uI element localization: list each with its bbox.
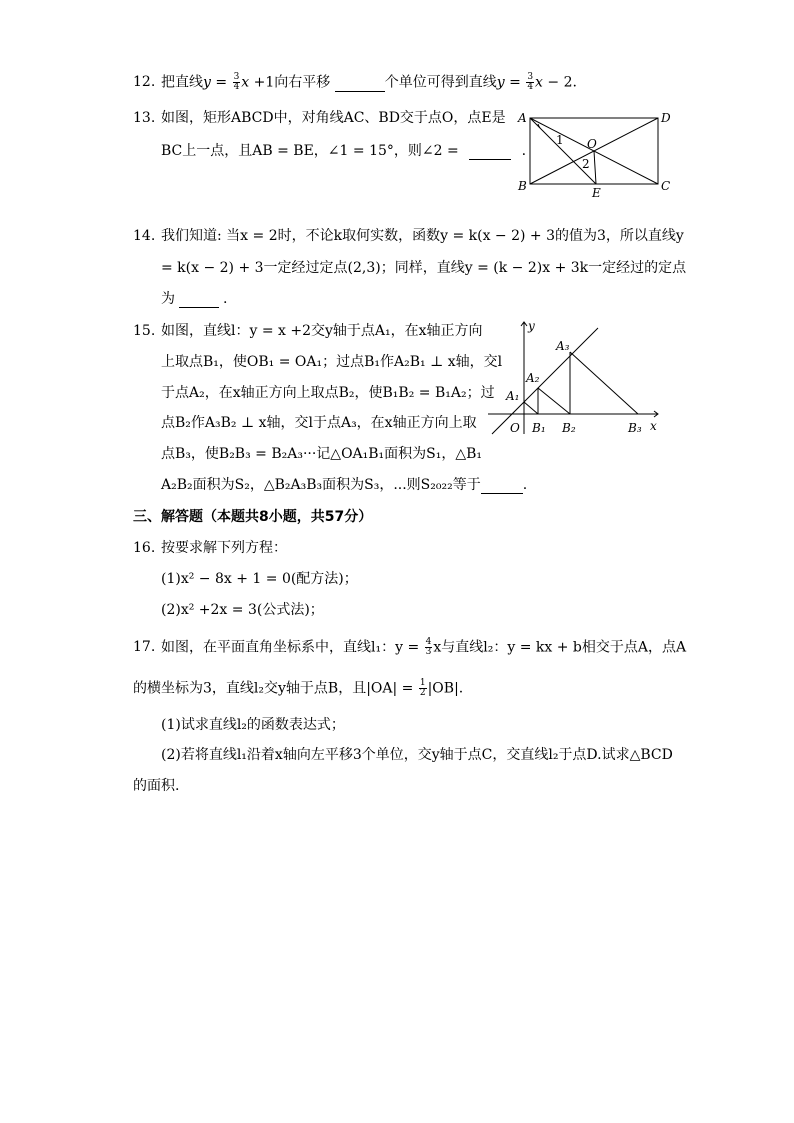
q16-part1: (1)x² − 8x + 1 = 0(配方法)； bbox=[161, 571, 358, 587]
q17-line1b: x与直线l₂：y = kx + b相交于点A，点A bbox=[433, 639, 687, 656]
q13-label-angle2: 2 bbox=[582, 157, 590, 171]
q12-text-d: . bbox=[572, 74, 577, 91]
q13-label-o: O bbox=[587, 137, 597, 151]
section-3-title: 三、解答题（本题共8小题，共57分） bbox=[133, 509, 373, 525]
q15-line1: 如图，直线l：y = x +2交y轴于点A₁，在x轴正方向 bbox=[161, 323, 483, 339]
q13-rectangle-figure bbox=[512, 108, 672, 198]
q13-label-c: C bbox=[661, 179, 671, 193]
q17-line1: 如图，在平面直角坐标系中，直线l₁：y = $\frac{4}{3}$ x与直线l₂：y = kx + b相交于点A，点A bbox=[161, 637, 687, 657]
q14-line2: = k(x − 2) + 3一定经过定点(2,3)；同样，直线y = (k − 2)x + 3k一定经过的定点 bbox=[161, 260, 687, 276]
q13-line2 bbox=[161, 142, 526, 160]
q15-line6 bbox=[161, 476, 527, 494]
q14-line1: 我们知道: 当x = 2时，不论k取何实数，函数y = k(x − 2) + 3的值为3，所以直线y bbox=[161, 228, 684, 244]
q15-answer-blank[interactable] bbox=[481, 479, 523, 494]
q17-number: 17. bbox=[133, 639, 156, 655]
q16-number: 16. bbox=[133, 540, 156, 556]
q13-number: 13. bbox=[133, 110, 156, 126]
q14-number: 14. bbox=[133, 228, 156, 244]
q15-line4: 点B₂作A₃B₂ ⊥ x轴，交l于点A₃，在x轴正方向上取 bbox=[161, 415, 477, 431]
q15-label-b1: B₁ bbox=[532, 421, 546, 435]
q13-label-angle1: 1 bbox=[556, 133, 564, 147]
q17-line2a: 的横坐标为3，直线l₂交y轴于点B，且|OA| = bbox=[133, 680, 414, 697]
q13-label-d: D bbox=[661, 111, 671, 125]
q15-label-a3: A₃ bbox=[556, 339, 570, 353]
q12-text-b: +1向右平移 bbox=[253, 74, 331, 91]
q15-label-a2: A₂ bbox=[526, 371, 540, 385]
q15-line6b: . bbox=[522, 477, 528, 493]
q17-part1: (1)试求直线l₂的函数表达式； bbox=[161, 717, 345, 733]
q15-label-b2: B₂ bbox=[562, 421, 576, 435]
q13-label-e: E bbox=[592, 186, 601, 198]
q15-line3: 于点A₂，在x轴正方向上取点B₂，使B₁B₂ = B₁A₂；过 bbox=[161, 385, 495, 401]
q14-line3b: . bbox=[223, 291, 228, 307]
q15-label-x: x bbox=[650, 419, 657, 433]
q17-line2b: |OB|. bbox=[427, 680, 464, 697]
q16-prompt: 按要求解下列方程： bbox=[161, 540, 287, 556]
q14-line3 bbox=[161, 290, 227, 308]
q16-part2: (2)x² +2x = 3(公式法)； bbox=[161, 602, 324, 618]
q15-coordinate-figure bbox=[486, 318, 666, 438]
q15-line6a: A₂B₂面积为S₂，△B₂A₃B₃面积为S₃，...则S₂₀₂₂等于 bbox=[161, 477, 481, 493]
q13-label-b: B bbox=[518, 179, 527, 193]
q12-text: 把直线y = $\frac{3}{4}$ x +1向右平移 个单位可得到直线y = $\frac{3}{4}$ x − 2. bbox=[161, 72, 577, 92]
q17-line2: 的横坐标为3，直线l₂交y轴于点B，且|OA| = $\frac{1}{2}$ |OB|. bbox=[133, 678, 464, 698]
q15-line5: 点B₃，使B₂B₃ = B₂A₃···记△OA₁B₁面积为S₁，△B₁ bbox=[161, 446, 483, 462]
q17-part2b: 的面积. bbox=[133, 778, 180, 794]
q13-line2a: BC上一点，且AB = BE，∠1 = 15°，则∠2 = bbox=[161, 143, 459, 159]
q12-text-c: 个单位可得到直线 bbox=[384, 74, 497, 91]
q15-label-a1: A₁ bbox=[506, 389, 520, 403]
q14-line3a: 为 bbox=[161, 291, 175, 307]
q14-answer-blank[interactable] bbox=[179, 293, 219, 308]
q13-label-a: A bbox=[518, 111, 527, 125]
q15-label-b3: B₃ bbox=[628, 421, 642, 435]
q13-answer-blank[interactable] bbox=[469, 145, 511, 160]
q13-line2b: . bbox=[521, 143, 527, 159]
q15-label-y: y bbox=[528, 319, 535, 333]
q13-line1: 如图，矩形ABCD中，对角线AC、BD交于点O，点E是 bbox=[161, 110, 506, 126]
q12-number: 12. bbox=[133, 74, 156, 90]
q17-line1a: 如图，在平面直角坐标系中，直线l₁：y = bbox=[161, 639, 420, 656]
q17-part2: (2)若将直线l₁沿着x轴向左平移3个单位，交y轴于点C，交直线l₂于点D.试求△BCD bbox=[161, 747, 673, 763]
q15-line2: 上取点B₁，使OB₁ = OA₁；过点B₁作A₂B₁ ⊥ x轴，交l bbox=[161, 354, 503, 370]
q15-number: 15. bbox=[133, 323, 156, 339]
q15-label-o: O bbox=[510, 421, 520, 435]
q12-answer-blank[interactable] bbox=[335, 77, 385, 92]
q12-text-a: 把直线 bbox=[161, 74, 203, 91]
